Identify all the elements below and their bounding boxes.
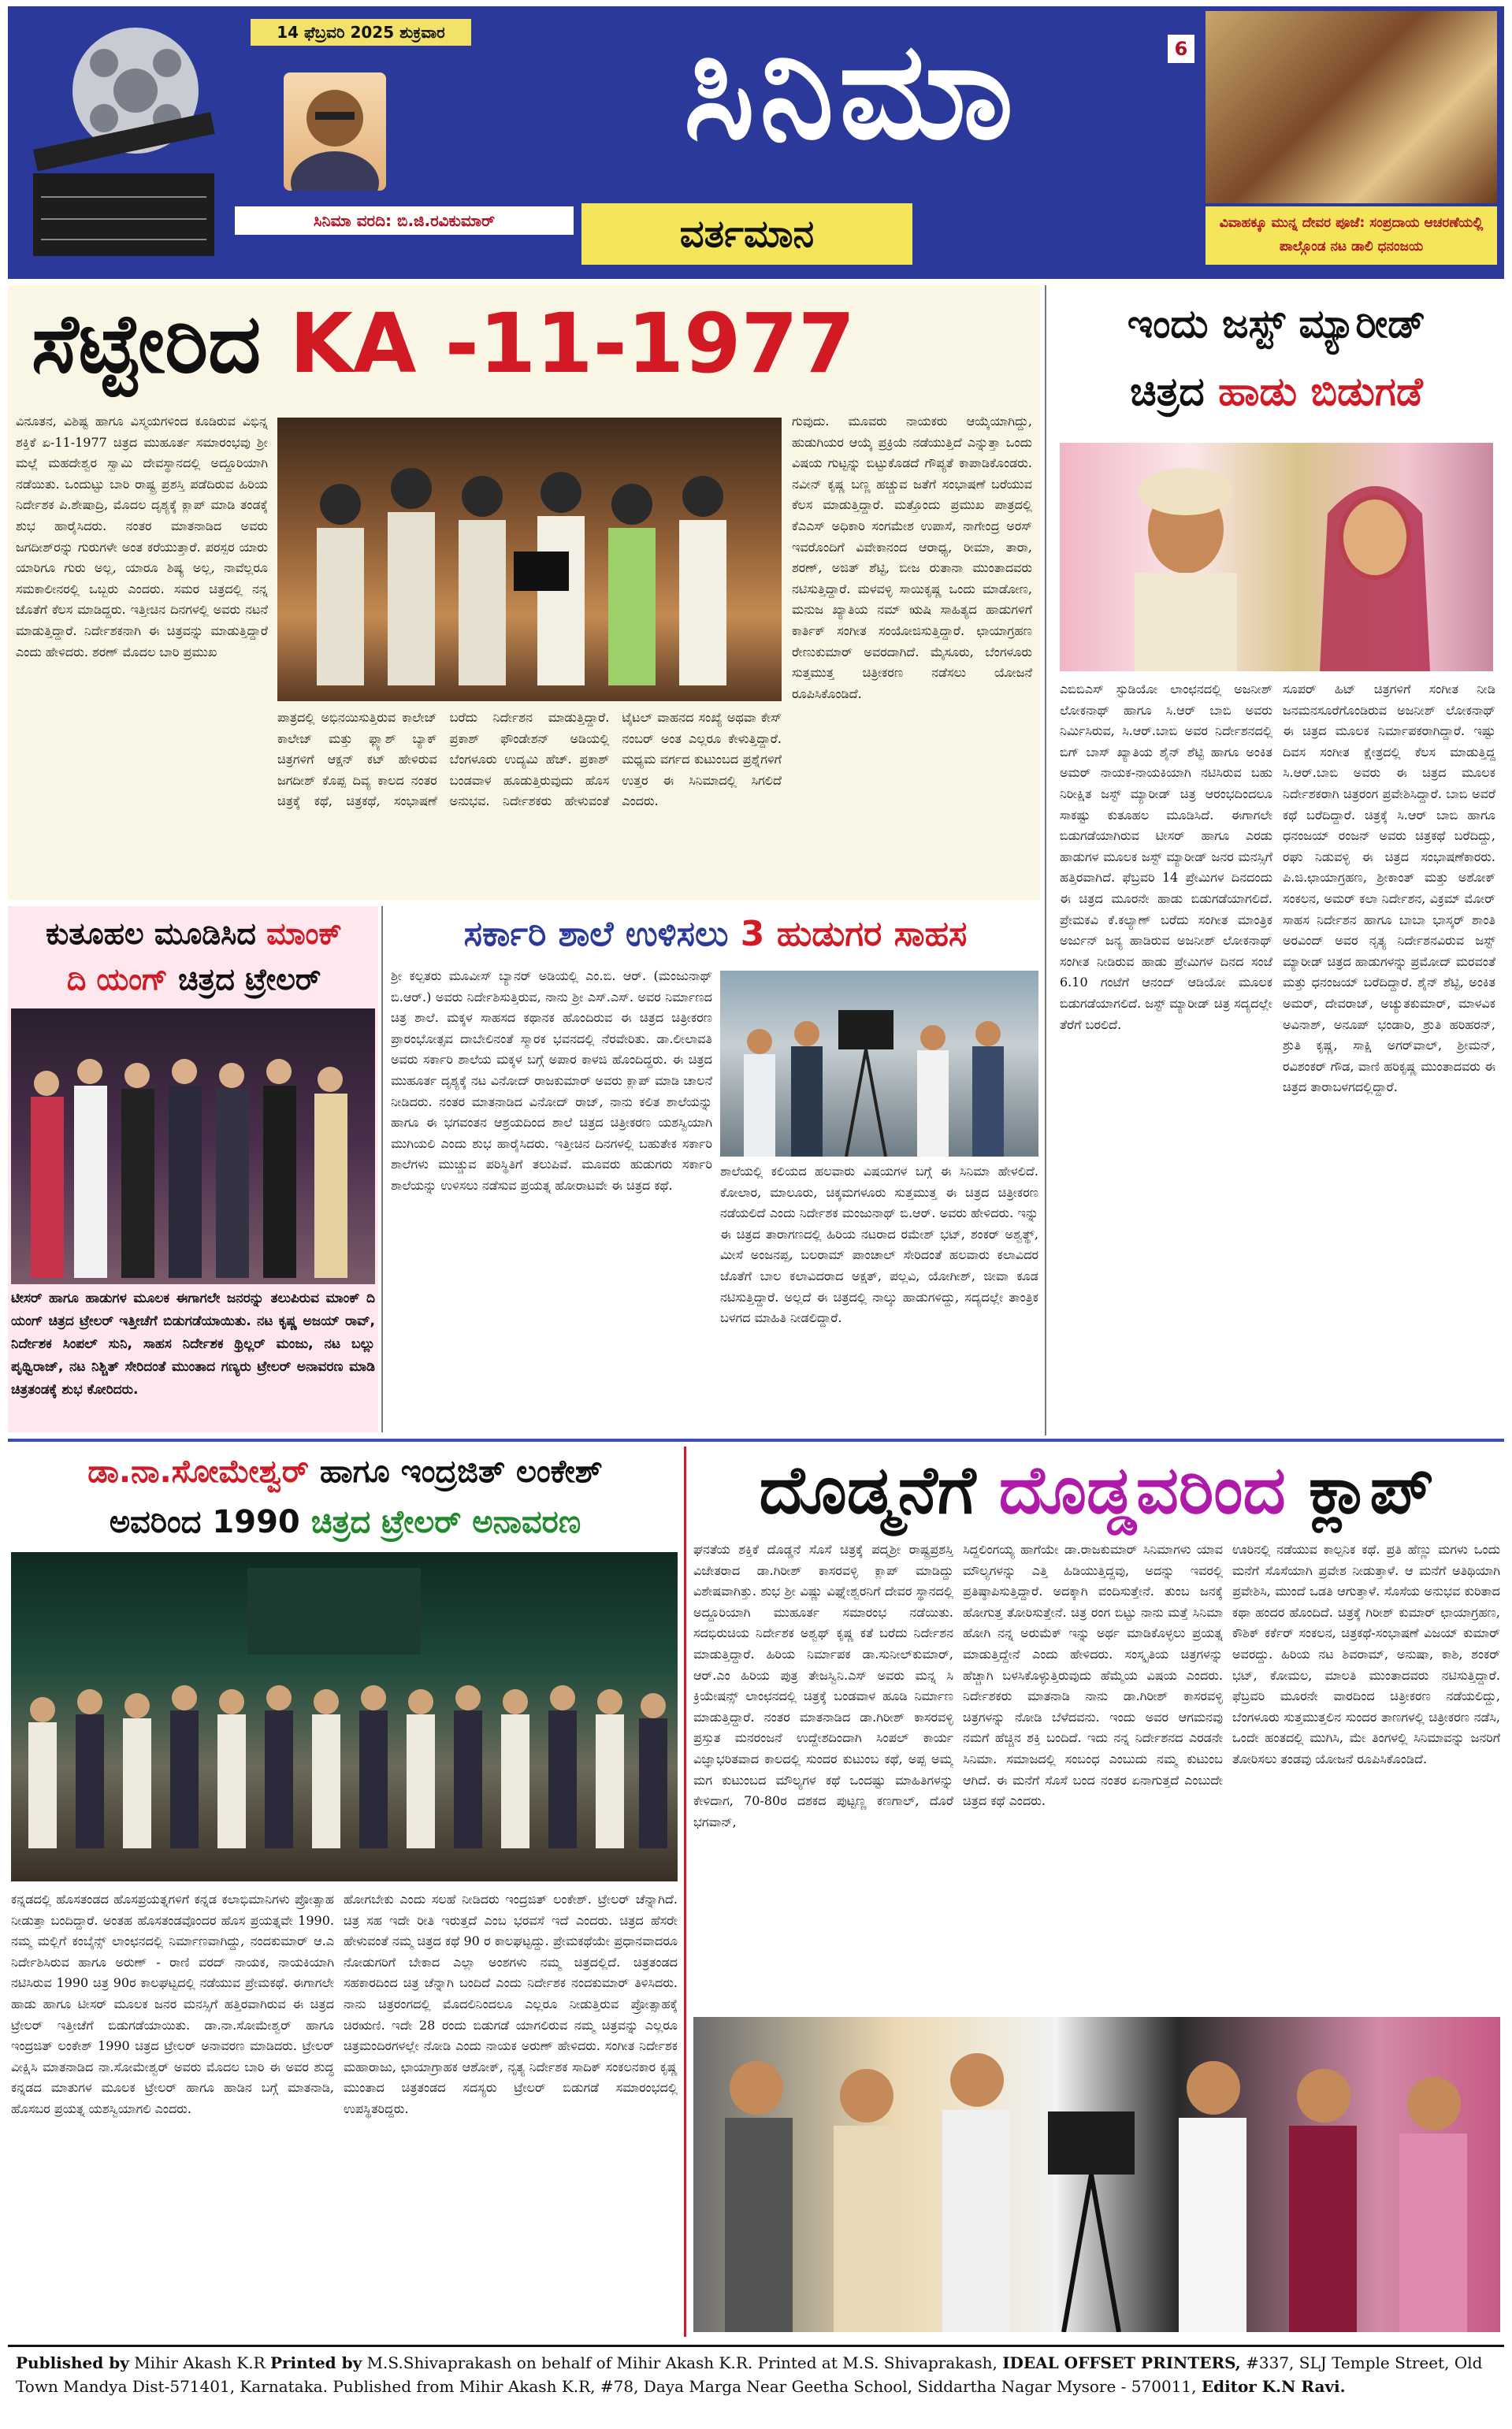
article-column: ಹೋಗಬೇಕು ಎಂದು ಸಲಹೆ ನೀಡಿದರು ಇಂದ್ರಜಿತ್ ಲಂಕೇಶ್. ಟ್ರೇಲರ್ ಚೆನ್ನಾಗಿದೆ. ಚಿತ್ರ ಸಹ ಇದೇ ರೀತಿ ಇರುತ್ತದೆ ಎಂಬ ಭರವಸೆ ಇದೆ ಎಂದರು. ಚಿತ್ರದ ಹೆಸರೇ ಹೇಳುವಂತೆ ನಮ್ಮ ಚಿತ್ರದ ಕಥೆ 90 ರ ಕಾಲಘಟ್ಟದ್ದು. ಪ್ರೇಮಕಥೆಯೇ ಪ್ರಧಾನವಾದರೂ ನೋಡುಗರಿಗೆ ಬೇಕಾದ ಎಲ್ಲಾ ಅಂಶಗಳು ನಮ್ಮ ಚಿತ್ರದಲ್ಲಿದೆ. ಚಿತ್ರತಂಡದ ಸಹಕಾರದಿಂದ ಚಿತ್ರ ಚೆನ್ನಾಗಿ ಬಂದಿದೆ ಎಂದು ನಿರ್ದೇಶಕ ನಂದಕುಮಾರ್ ತಿಳಿಸಿದರು. ನಾನು ಚಿತ್ರರಂಗದಲ್ಲಿ ಮೊದಲಿನಿಂದಲೂ ಎಲ್ಲರೂ ನೀಡುತ್ತಿರುವ ಪ್ರೋತ್ಸಾಹಕ್ಕೆ ಚಿರಋಣಿ. ಇದೇ 28 ರಂದು ಬಿಡುಗಡೆ ಯಾಗಲಿರುವ ನಮ್ಮ ಚಿತ್ರವನ್ನು ಎಲ್ಲರೂ ಚಿತ್ರಮಂದಿರಗಳಲ್ಲೇ ನೋಡಿ ಎಂದು ನಾಯಕ ಅರುಣ್ ಹೇಳಿದರು. ಸಂಗೀತ ನಿರ್ದೇಶಕ ಮಹಾರಾಜು, ಛಾಯಾಗ್ರಾಹಕ ಆಶೋಕ್, ನೃತ್ಯ ನಿರ್ದೇಶಕ ಸಾದಿಕ್ ಸಂಕಲನಕಾರ ಕೃಷ್ಣ ಮುಂತಾದ ಚಿತ್ರತಂಡದ ಸದಸ್ಯರು ಟ್ರೇಲರ್ ಬಿಡುಗಡೆ ಸಮಾರಂಭದಲ್ಲಿ ಉಪಸ್ಥಿತರಿದ್ದರು. [344,1892,678,2116]
article-column: ಘನತೆಯ ಶಕ್ತಿಕೆ ದೊಡ್ಡನೆ ಸೊಸೆ ಚಿತ್ರಕ್ಕೆ ಪದ್ಮಶ್ರೀ ರಾಷ್ಟ್ರಪ್ರಶಸ್ತಿ ವಿಜೇತರಾದ ಡಾ.ಗಿರೀಶ್ ಕಾಸರವಳ್ಳಿ ಕ್ಲಾಪ್ ಮಾಡಿದ್ದು ವಿಶೇಷವಾಗಿತ್ತು. ಶುಭ ಶ್ರೀ ವಿಷ್ಣು ವಿಘ್ನೇಶ್ವರನಿಗೆ ದೇವರ ಸ್ಥಾನದಲ್ಲಿ ಅದ್ದೂರಿಯಾಗಿ ಮುಹೂರ್ತ ಸಮಾರಂಭ ನಡೆಯಿತು. ಸದಭಿರುಚಿಯ ನಿರ್ದೇಶಕ ಅಶ್ವಥ್ ಕೃಷ್ಣ ಕತೆ ಬರೆದು ನಿರ್ದೇಶನ ಮಾಡುತ್ತಿದ್ದಾರೆ. ಹಿರಿಯ ನಿರ್ಮಾಪಕ ಡಾ.ಸುನೀಲ್‌ಕುಮಾರ್, ಆರ್.ಎಂ ಹಿರಿಯ ಪುತ್ರ ತೇಜಸ್ವಿನಿ.ಎಸ್ ಅವರು ಮನ್ನ ಸಿ ಕ್ರಿಯೇಷನ್ಸ್ ಲಾಂಛನದಲ್ಲಿ ಚಿತ್ರಕ್ಕೆ ಬಂಡವಾಳ ಹೂಡಿ ನಿರ್ಮಾಣ ಮಾಡುತ್ತಿದ್ದಾರೆ. ನಂತರ ಮಾತನಾಡಿದ ಡಾ.ಗಿರೀಶ್ ಕಾಸರವಳ್ಳಿ ಪ್ರಸ್ತುತ ಮನರಂಜನೆ ಉದ್ದೇಶದಿಂದಾಗಿ ಸಿಂಪಲ್ ಕಾರ್ಯ ವಿಜ್ಞಾಭರಿತವಾದ ಕಾಲದಲ್ಲಿ ಸುಂದರ ಕುಟುಂಬ ಕಥೆ, ಅಪ್ಪ ಅಮ್ಮ ಮಗ ಕುಟುಂಬದ ಮೌಲ್ಯಗಳ ಕಥೆ ಒಂದಷ್ಟು ಮಾಹಿತಿಗಳನ್ನು ಕೇಳಿದಾಗ, 70-80ರ ದಶಕದ ಪುಟ್ಟಣ್ಣ ಕಣಗಾಲ್, ದೊರೆ ಭಗವಾನ್, [693,1542,953,1829]
headline-sarkari-shale [391,906,1040,963]
article-photo [11,1552,678,1881]
headline-part: ಸೆಟ್ಟೇರಿದ [32,295,262,392]
headline-line [11,911,377,956]
newspaper-title: ಸಿನಿಮಾ [683,13,1019,169]
headline-1990-trailer [11,1447,679,1549]
headline-part: ಅವರಿಂದ 1990 [109,1504,300,1540]
article-column: ಎಬಿಬಿಎಸ್ ಸ್ಟುಡಿಯೋ ಲಾಂಛನದಲ್ಲಿ ಅಜನೀಶ್ ಲೋಕನಾಥ್ ಹಾಗೂ ಸಿ.ಆರ್ ಬಾಬಿ ಅವರು ನಿರ್ಮಿಸಿರುವ, ಸಿ.ಆರ್.ಬಾಬಿ ಅವರ ನಿರ್ದೇಶನದಲ್ಲಿ ಬಿಗ್ ಬಾಸ್ ಖ್ಯಾತಿಯ ಶೈನ್ ಶೆಟ್ಟಿ ಹಾಗೂ ಅಂಕಿತ ಅಮರ್ ನಾಯಕ-ನಾಯಕಿಯಾಗಿ ನಟಿಸಿರುವ ಬಹು ನಿರೀಕ್ಷಿತ ಜಸ್ಟ್ ಮ್ಯಾರೀಡ್ ಚಿತ್ರ ಆರಂಭದಿಂದಲೂ ಸಾಕಷ್ಟು ಕುತೂಹಲ ಮೂಡಿಸಿದೆ. ಈಗಾಗಲೇ ಬಿಡುಗಡೆಯಾಗಿರುವ ಟೀಸರ್ ಹಾಗೂ ಎರಡು ಹಾಡುಗಳ ಮೂಲಕ ಜಸ್ಟ್ ಮ್ಯಾರೀಡ್ ಜನರ ಮನಸ್ಸಿಗೆ ಹತ್ತಿರವಾಗಿದೆ. ಫೆಬ್ರವರಿ 14 ಪ್ರೇಮಿಗಳ ದಿನದಂದು ಈ ಚಿತ್ರದ ಮೂರನೇ ಹಾಡು ಬಿಡುಗಡೆಯಾಗಲಿದೆ. ಪ್ರೇಮಕವಿ ಕೆ.ಕಲ್ಯಾಣ್ ಬರೆದು ಸಂಗೀತ ಮಾಂತ್ರಿಕ ಅರ್ಜುನ್ ಜನ್ಯ ಹಾಡಿರುವ ಅಜನೀಶ್ ಲೋಕನಾಥ್ ಸಂಗೀತ ನೀಡಿರುವ ಹಾಡು ಪ್ರೇಮಿಗಳ ದಿನದ ಸಂಜೆ 6.10 ಗಂಟೆಗೆ ಆನಂದ್ ಆಡಿಯೋ ಮೂಲಕ ಬಿಡುಗಡೆಯಾಗಲಿದೆ. ಜಸ್ಟ್ ಮ್ಯಾರೀಡ್ ಚಿತ್ರ ಸದ್ಯದಲ್ಲೇ ತೆರೆಗೆ ಬರಲಿದೆ. [1060,682,1272,1032]
headline-just-married [1056,290,1497,432]
headline-line [1056,358,1497,425]
article-column: ಗುವುದು. ಮೂವರು ನಾಯಕರು ಆಯ್ಕೆಯಾಗಿದ್ದು, ಹುಡುಗಿಯರ ಆಯ್ಕೆ ಪ್ರಕ್ರಿಯೆ ನಡೆಯುತ್ತಿದೆ ಎನ್ನುತ್ತಾ ಒಂದು ವಿಷಯ ಗುಟ್ಟನ್ನು ಬಿಟ್ಟುಕೊಡದೆ ಗೌಪ್ಯತೆ ಕಾಪಾಡಿಕೊಂಡರು. ನವೀನ್ ಕೃಷ್ಣ ಬಣ್ಣ ಹಚ್ಚುವ ಜತೆಗೆ ಸಂಭಾಷಣೆ ಬರೆಯುವ ಕೆಲಸ ಮಾಡುತ್ತಿದ್ದಾರೆ. ಮತ್ತೊಂದು ಪ್ರಮುಖ ಪಾತ್ರದಲ್ಲಿ ಕೆಎಎಸ್ ಅಧಿಕಾರಿ ಸಂಗಮೇಶ ಉಪಾಸೆ, ನಾಗೇಂದ್ರ ಅರಸ್ ಇವರೊಂದಿಗೆ ವಿವೇಕಾನಂದ ಆರಾಧ್ಯ, ರೀಮಾ, ತಾರಾ, ಶರಣ್, ಅಜಿತ್ ಶೆಟ್ಟಿ, ಬೀಜ ರುತಾನಾ ಮುಂತಾದವರು ನಟಿಸುತ್ತಿದ್ದಾರೆ. ಮಳವಳ್ಳಿ ಸಾಯಿಕೃಷ್ಣ ಒಂದು ಮಾಡೋಣ, ಮನುಜ ಖ್ಯಾತಿಯ ನಮ್ ಋಷಿ ಸಾಹಿತ್ಯದ ಹಾಡುಗಳಿಗೆ ಕಾರ್ತಿಕ್ ಸಂಗೀತ ಸಂಯೋಜಿಸುತ್ತಿದ್ದಾರೆ. ಛಾಯಾಗ್ರಹಣ ರೇಣುಕುಮಾರ್ ಅವರದಾಗಿದೆ. ಮೈಸೂರು, ಬೆಂಗಳೂರು ಸುತ್ತಮುತ್ತ ಚಿತ್ರೀಕರಣ ನಡೆಸಲು ಯೋಜನೆ ರೂಪಿಸಿಕೊಂಡಿದೆ. [792,414,1032,701]
headline-part-green: ಚಿತ್ರದ ಟ್ರೇಲರ್ ಅನಾವರಣ [310,1504,581,1540]
newspaper-subtitle: ವರ್ತಮಾನ [581,203,912,265]
imprint-footer [16,2351,1497,2423]
headline-part-red: ಡಾ.ನಾ.ಸೋಮೇಶ್ವರ್ [87,1454,309,1490]
headline-part-magenta: ದೊಡ್ಡವರಿಂದ [998,1451,1286,1528]
footer-press-name: IDEAL OFFSET PRINTERS, [1002,2353,1241,2372]
headline-part: ಚಿತ್ರದ ಟ್ರೇಲರ್ [178,962,321,997]
article-photo [11,1008,375,1284]
article-column: ಕನ್ನಡದಲ್ಲಿ ಹೊಸತಂಡದ ಹೊಸಪ್ರಯತ್ನಗಳಿಗೆ ಕನ್ನಡ ಕಲಾಭಿಮಾನಿಗಳು ಪ್ರೋತ್ಸಾಹ ನೀಡುತ್ತಾ ಬಂದಿದ್ದಾರೆ. ಅಂತಹ ಹೊಸತಂಡವೊಂದರ ಹೊಸ ಪ್ರಯತ್ನವೇ 1990. ನಮ್ಮ ಮಲ್ಲಿಗೆ ಕಂಬೈನ್ಸ್ ಲಾಂಛನದಲ್ಲಿ ನಿರ್ಮಾಣವಾಗಿದ್ದು, ನಂದಕುಮಾರ್ ಆ.ಎ ನಿರ್ದೇಶಿಸಿರುವ ಹಾಗೂ ಅರುಣ್ - ರಾಣಿ ವರದ್ ನಾಯಕ, ನಾಯಕಿಯಾಗಿ ನಟಿಸಿರುವ 1990 ಚಿತ್ರ 90ರ ಕಾಲಘಟ್ಟದಲ್ಲಿ ನಡೆಯುವ ಪ್ರೇಮಕಥೆ. ಈಗಾಗಲೇ ಹಾಡು ಹಾಗೂ ಟೀಸರ್ ಮೂಲಕ ಜನರ ಮನಸ್ಸಿಗೆ ಹತ್ತಿರವಾಗಿರುವ ಈ ಚಿತ್ರದ ಟ್ರೇಲರ್ ಇತ್ತೀಚೆಗೆ ಬಿಡುಗಡೆಯಾಯಿತು. ಡಾ.ನಾ.ಸೋಮೇಶ್ವರ್ ಹಾಗೂ ಇಂದ್ರಜಿತ್ ಲಂಕೇಶ್ 1990 ಚಿತ್ರದ ಟ್ರೇಲರ್ ಅನಾವರಣ ಮಾಡಿದರು. ಟ್ರೇಲರ್ ವೀಕ್ಷಿಸಿ ಮಾತನಾಡಿದ ನಾ.ಸೋಮೇಶ್ವರ್ ಅವರು ಮೊದಲ ಬಾರಿ ಈ ಅವರ ಶುದ್ಧ ಕನ್ನಡದ ಮಾತುಗಳ ಮೂಲಕ ಟ್ರೇಲರ್ ಹಾಗೂ ಹಾಡಿನ ಬಗ್ಗೆ ಮಾತನಾಡಿ, ಹೊಸಬರ ಪ್ರಯತ್ನ ಯಶಸ್ವಿಯಾಗಲಿ ಎಂದರು. [11,1892,334,2116]
headline-part-red: KA -11-1977 [289,295,856,392]
film-reel-clapper-icon [17,16,246,260]
headline-part: ಹಾಗೂ ಇಂದ್ರಜಿತ್ ಲಂಕೇಶ್ [319,1454,603,1490]
headline-part: ಚಿತ್ರದ [1130,369,1205,414]
article-photo [1060,443,1493,671]
section-divider [8,1439,1504,1442]
article-photo [693,2017,1500,2332]
headline-dodmanege [689,1447,1504,1533]
masthead-photo [1206,11,1497,203]
article-column: ಸಿದ್ದಲಿಂಗಯ್ಯ ಹಾಗೆಯೇ ಡಾ.ರಾಜಕುಮಾರ್ ಸಿನಿಮಾಗಳು ಯಾವ ಮೌಲ್ಯಗಳನ್ನು ಎತ್ತಿ ಹಿಡಿಯುತ್ತಿದ್ದವು, ಅದನ್ನು ಇವರಲ್ಲಿ ಪ್ರತಿಷ್ಠಾಪಿಸುತ್ತಿದ್ದಾರೆ. ಅದಕ್ಕಾಗಿ ವಂದಿಸುತ್ತೇನೆ. ತುಂಬ ಜನಕ್ಕೆ ಹೋಗುತ್ತ ತೋರಿಸುತ್ತೇನೆ. ಚಿತ್ರ ರಂಗ ಬಿಟ್ಟು ನಾನು ಮತ್ತೆ ಸಿನಿಮಾ ಹೋಗಿ ನನ್ನ ಅರುಮೆಕ್ ಇನ್ನು ಅರ್ಥ ಮಾಡಿಕೊಳ್ಳಲು ಪ್ರಯತ್ನ ಮಾಡುತ್ತಿದ್ದೇನೆ ಎಂದು ಹೇಳಿದರು. ಸಂಸ್ಕೃತಿಯ ಚಿತ್ರಗಳನ್ನು ಹೆಚ್ಚಾಗಿ ಬಳಸಿಕೊಳ್ಳುತ್ತಿರುವುದು ಹೆಮ್ಮೆಯ ವಿಷಯ ಎಂದರು. ನಿರ್ದೇಶಕರು ಮಾತನಾಡಿ ನಾನು ಡಾ.ಗಿರೀಶ್ ಕಾಸರವಳ್ಳಿ ಚಿತ್ರಗಳನ್ನು ನೋಡಿ ಬೆಳೆದವನು. ಇಂದು ಅವರ ಆಗಮನವು ನಮಗೆ ಹೆಚ್ಚಿನ ಶಕ್ತಿ ಬಂದಿದೆ. ಇದು ನನ್ನ ನಿರ್ದೇಶನದ ಎರಡನೇ ಸಿನಿಮಾ. ಸಮಾಜದಲ್ಲಿ ಸಂಬಂಧ ಎಂಬುದು ನಮ್ಮ ಕುಟುಂಬ ಆಗಿದೆ. ಈ ಮನೆಗೆ ಸೊಸೆ ಬಂದ ನಂತರ ಏನಾಗುತ್ತದೆ ಎಂಬುದೇ ಚಿತ್ರದ ಕಥೆ ಎಂದರು. [963,1542,1223,1809]
headline-line [11,1497,679,1547]
footer-rule [8,2345,1504,2347]
page-number: 6 [1168,35,1194,63]
headline-part-red: ಮಾಂಕ್ [266,916,342,951]
footer-label: Published by [16,2353,129,2372]
headline-part-red: ಹಾಡು ಬಿಡುಗಡೆ [1218,369,1423,414]
headline-line: ಇಂದು ಜಸ್ಟ್ ಮ್ಯಾರೀಡ್ [1127,301,1426,347]
column-divider [684,1447,686,2337]
footer-editor: Editor K.N Ravi. [1201,2377,1346,2396]
headline-part-blue: ಸರ್ಕಾರಿ ಶಾಲೆ ಉಳಿಸಲು [463,914,729,954]
issue-date: 14 ಫೆಬ್ರವರಿ 2025 ಶುಕ್ರವಾರ [251,19,471,46]
article-column: ಪಾತ್ರದಲ್ಲಿ ಅಭಿನಯಿಸುತ್ತಿರುವ ಕಾಲೇಜ್ ಕಾಲೇಜ್ ಮತ್ತು ಫ್ಲ್ಯಾಶ್ ಬ್ಯಾಕ್ ಚಿತ್ರಗಳಿಗೆ ಆಕ್ಷನ್ ಕಟ್ ಹೇಳಿರುವ ಜಗದೀಶ್ ಕೊಪ್ಪ ದಿವ್ಯ ಕಾಲದ ನಂತರ ಚಿತ್ರಕ್ಕೆ ಕಥೆ, ಚಿತ್ರಕಥೆ, ಸಂಭಾಷಣೆ ಬರೆದು ನಿರ್ದೇಶನ ಮಾಡುತ್ತಿದ್ದಾರೆ. ಪ್ರಕಾಶ್ ಫೌಂಡೇಶನ್ ಅಡಿಯಲ್ಲಿ ಬೆಂಗಳೂರು ಉದ್ಯಮಿ ಹೆಚ್. ಪ್ರಕಾಶ್ ಬಂಡವಾಳ ಹೂಡುತ್ತಿರುವುದು ಹೊಸ ಅನುಭವ. ನಿರ್ದೇಶಕರು ಹೇಳುವಂತೆ ಟೈಟಲ್ ವಾಹನದ ಸಂಖ್ಯೆ ಅಥವಾ ಕೇಸ್ ನಂಬರ್ ಅಂತ ಎಲ್ಲರೂ ಕೇಳುತ್ತಿದ್ದಾರೆ. ಮಧ್ಯಮ ವರ್ಗದ ಕುಟುಂಬದ ಪ್ರಶ್ನೆಗಳಿಗೆ ಉತ್ತರ ಈ ಸಿನಿಮಾದಲ್ಲಿ ಸಿಗಲಿದೆ ಎಂದರು. [277,710,782,809]
article-column: ಊರಿನಲ್ಲಿ ನಡೆಯುವ ಕಾಲ್ಪನಿಕ ಕಥೆ. ಪ್ರತಿ ಹೆಣ್ಣು ಮಗಳು ಒಂದು ಮನೆಗೆ ಸೊಸೆಯಾಗಿ ಪ್ರವೇಶ ನೀಡುತ್ತಾಳೆ. ಆ ಮನೆಗೆ ಅತಿಥಿಯಾಗಿ ಪ್ರವೇಶಿಸಿ, ಮುಂದೆ ಒಡತಿ ಆಗುತ್ತಾಳೆ. ಸೊಸೆಯ ಅನುಭವ ಕುರಿತಾದ ಕಥಾ ಹಂದರ ಹೊಂದಿದೆ. ಚಿತ್ರಕ್ಕೆ ಗಿರೀಶ್ ಕುಮಾರ್ ಛಾಯಾಗ್ರಹಣ, ಕೌಶಿಕ್ ಕರ್ಕೆರ್ ಸಂಕಲನ, ಚಿತ್ರಕಥೆ-ಸಂಭಾಷಣೆ ವಿಜಯ್ ಕುಮಾರ್ ಅವರದ್ದು. ಹಿರಿಯ ನಟ ಶಿವರಾಮ್, ಅನುಷಾ, ಕಾಶಿ, ಶಂಕರ್ ಭಟ್, ಕೋಮಲ, ಮಾಲತಿ ಮುಂತಾದವರು ನಟಿಸುತ್ತಿದ್ದಾರೆ. ಫೆಬ್ರವರಿ ಮೂರನೇ ವಾರದಿಂದ ಚಿತ್ರೀಕರಣ ನಡೆಯಲಿದ್ದು, ಬೆಂಗಳೂರು ಸುತ್ತಮುತ್ತಲಿನ ಸುಂದರ ತಾಣಗಳಲ್ಲಿ ಚಿತ್ರೀಕರಣ ನಡೆಸಿ, ಒಂದೇ ಹಂತದಲ್ಲಿ ಮುಗಿಸಿ, ಮೇ ತಿಂಗಳಲ್ಲಿ ಸಿನಿಮಾವನ್ನು ಜನರಿಗೆ ತೋರಿಸಲು ತಂಡವು ಯೋಜನೆ ರೂಪಿಸಿಕೊಂಡಿದೆ. [1232,1542,1500,1766]
headline-part-red: 3 ಹುಡುಗರ ಸಾಹಸ [740,914,968,954]
masthead-photo-caption: ವಿವಾಹಕ್ಕೂ ಮುನ್ನ ದೇವರ ಪೂಜೆ: ಸಂಪ್ರದಾಯ ಆಚರಣೆಯಲ್ಲಿ ಪಾಲ್ಗೊಂಡ ನಟ ಡಾಲಿ ಧನಂಜಯ [1206,206,1497,265]
article-photo [277,418,782,701]
editor-caption: ಸಿನಿಮಾ ವರದಿ: ಬಿ.ಜಿ.ರವಿಕುಮಾರ್ [235,206,574,235]
footer-label: Printed by [269,2353,362,2372]
column-divider [381,906,383,1432]
editor-photo [284,72,386,191]
article-column: ವಿನೂತನ, ವಿಶಿಷ್ಟ ಹಾಗೂ ವಿಸ್ಮಯಗಳಿಂದ ಕೂಡಿರುವ ವಿಭಿನ್ನ ಶಕ್ತಿಕೆ ಏ-11-1977 ಚಿತ್ರದ ಮುಹೂರ್ತ ಸಮಾರಂಭವು ಶ್ರೀ ಮಲ್ಲೆ ಮಹದೇಶ್ವರ ಸ್ವಾಮಿ ದೇವಸ್ಥಾನದಲ್ಲಿ ಅದ್ದೂರಿಯಾಗಿ ನಡೆಯಿತು. ಒಂದುಟ್ಟು ಬಾರಿ ರಾಷ್ಟ್ರ ಪ್ರಶಸ್ತಿ ಪಡೆದಿರುವ ಹಿರಿಯ ನಿರ್ದೇಶಕ ಪಿ.ಶೇಷಾದ್ರಿ, ಮೊದಲ ದೃಶ್ಯಕ್ಕೆ ಕ್ಲಾಪ್ ಮಾಡಿ ತಂಡಕ್ಕೆ ಶುಭ ಹಾರೈಸಿದರು. ನಂತರ ಮಾತನಾಡಿದ ಅವರು ಜಗದೀಶ್‌ರನ್ನು ಗುರುಗಳೇ ಅಂತ ಕರೆಯುತ್ತಾರೆ. ಪರಸ್ಪರ ಯಾರು ಯಾರಿಗೂ ಗುರು ಅಲ್ಲ, ಯಾರೂ ಶಿಷ್ಯ ಅಲ್ಲ, ನಾವೆಲ್ಲರೂ ಸಮಕಾಲೀನರಲ್ಲಿ ಒಬ್ಬರು ಎಂದರು. ಸಮರ ಚಿತ್ರದಲ್ಲಿ ನನ್ನ ಜೊತೆಗೆ ಕೆಲಸ ಮಾಡಿದ್ದರು. ಇತ್ತೀಚಿನ ದಿನಗಳಲ್ಲಿ ಅವರು ನಟನೆ ಮಾಡುತ್ತಿದ್ದಾರೆ. ನಿರ್ದೇಶಕನಾಗಿ ಈ ಚಿತ್ರವನ್ನು ಮಾಡುತ್ತಿದ್ದಾರೆ ಎಂದು ಹೇಳಿದರು. ಶರಣ್ ಮೊದಲ ಬಾರಿ ಪ್ರಮುಖ [16,414,268,659]
headline-monk-the-young [11,911,377,1004]
headline-part-red: ದಿ ಯಂಗ್ [66,962,168,997]
footer-printer: M.S.Shivaprakash on behalf of Mihir Akash K.R. Printed at M.S. Shivaprakash, [366,2353,997,2372]
footer-publisher: Mihir Akash K.R [134,2353,266,2372]
article-column: ಸೂಪರ್ ಹಿಟ್ ಚಿತ್ರಗಳಿಗೆ ಸಂಗೀತ ನೀಡಿ ಜನಮನಸೂರೆಗೊಂಡಿರುವ ಅಜನೀಶ್ ಲೋಕನಾಥ್ ಈ ಚಿತ್ರದ ಮೂಲಕ ನಿರ್ಮಾಪಕರಾಗಿದ್ದಾರೆ. ಇಷ್ಟು ದಿವಸ ಸಂಗೀತ ಕ್ಷೇತ್ರದಲ್ಲಿ ಕೆಲಸ ಮಾಡುತ್ತಿದ್ದ ಸಿ.ಆರ್.ಬಾಬಿ ಅವರು ಈ ಚಿತ್ರದ ಮೂಲಕ ನಿರ್ದೇಶಕರಾಗಿ ಚಿತ್ರರಂಗ ಪ್ರವೇಶಿಸಿದ್ದಾರೆ. ಬಾಬಿ ಅವರೆ ಕಥೆ ಬರೆದಿದ್ದಾರೆ. ಚಿತ್ರಕ್ಕೆ ಸಿ.ಆರ್ ಬಾಬಿ ಹಾಗೂ ಧನಂಜಯ್ ರಂಜನ್ ಅವರು ಚಿತ್ರಕಥೆ ಬರೆದಿದ್ದು, ರಘು ನಿಡುವಳ್ಳಿ ಈ ಚಿತ್ರದ ಸಂಭಾಷಣೆಕಾರರು. ಪಿ.ಜಿ.ಛಾಯಾಗ್ರಹಣ, ಶ್ರೀಕಾಂತ್ ಮತ್ತು ಅಶೋಕ್ ಸಂಕಲನ, ಅಮರ್ ಕಲಾ ನಿರ್ದೇಶನ, ವಿಕ್ರಮ್ ಮೋರ್ ಸಾಹಸ ನಿರ್ದೇಶನ ಹಾಗೂ ಬಾಬಾ ಭಾಸ್ಕರ್ ಶಾಂತಿ ಅರವಿಂದ್ ಅವರ ನೃತ್ಯ ನಿರ್ದೇಶನವಿರುವ ಜಸ್ಟ್ ಮ್ಯಾರೀಡ್ ಚಿತ್ರದ ಹಾಡುಗಳನ್ನು ಪ್ರಮೋದ್ ಮರವಂತೆ ಮತ್ತು ಧನಂಜಯ್ ಬರೆದಿದ್ದಾರೆ. ಶೈನ್ ಶೆಟ್ಟಿ, ಅಂಕಿತ ಅಮರ್, ದೇವರಾಜ್, ಅಚ್ಯುತಕುಮಾರ್, ಮಾಳವಿಕ ಅವಿನಾಶ್, ಅನೂಪ್ ಭಂಡಾರಿ, ಶ್ರುತಿ ಹರಿಹರನ್, ಶ್ರುತಿ ಕೃಷ್ಣ, ಸಾಕ್ಷಿ ಅಗರ್‌ವಾಲ್, ಶ್ರೀಮನ್, ರವಿಶಂಕರ್ ಗೌಡ, ವಾಣಿ ಹರಿಕೃಷ್ಣ ಮುಂತಾದವರು ಈ ಚಿತ್ರದ ತಾರಾಬಳಗದಲ್ಲಿದ್ದಾರೆ. [1283,682,1495,1095]
headline-part: ಕುತೂಹಲ ಮೂಡಿಸಿದ [46,916,256,951]
article-column: ಶಾಲೆಯಲ್ಲಿ ಕಲಿಯದ ಹಲವಾರು ವಿಷಯಗಳ ಬಗ್ಗೆ ಈ ಸಿನಿಮಾ ಹೇಳಲಿದೆ. ಕೋಲಾರ, ಮಾಲೂರು, ಚಿಕ್ಕಮಗಳೂರು ಸುತ್ತಮುತ್ತ ಈ ಚಿತ್ರದ ಚಿತ್ರೀಕರಣ ನಡೆಯಲಿದೆ ಎಂದು ನಿರ್ದೇಶಕ ಮಂಜುನಾಥ್ ಬಿ.ಆರ್. ಅವರು ಹೇಳಿದರು. ಇನ್ನು ಈ ಚಿತ್ರದ ತಾರಾಗಣದಲ್ಲಿ ಹಿರಿಯ ನಟರಾದ ರಮೇಶ್ ಭಟ್, ಶಂಕರ್ ಅಶ್ವತ್ಥ್, ಮೀಸೆ ಅಂಜನಪ್ಪ, ಬಲರಾಮ್ ಪಾಂಚಾಲ್ ಸೇರಿದಂತೆ ಹಲವಾರು ಕಲಾವಿದರ ಜೊತೆಗೆ ಬಾಲ ಕಲಾವಿದರಾದ ಅಕ್ಷತ್, ಪಲ್ಲವಿ, ಯೋಗೀಶ್, ಜೀವಾ ಕೂಡ ನಟಿಸುತ್ತಿದ್ದಾರೆ. ಅಲ್ಲದೆ ಈ ಚಿತ್ರದಲ್ಲಿ ನಾಲ್ಕು ಹಾಡುಗಳಿದ್ದು, ಸದ್ಯದಲ್ಲೇ ತಾಂತ್ರಿಕ ಬಳಗದ ಮಾಹಿತಿ ನೀಡಲಿದ್ದಾರೆ. [720,1164,1038,1326]
headline-line [11,1447,679,1497]
photo-caption: ಟೀಸರ್ ಹಾಗೂ ಹಾಡುಗಳ ಮೂಲಕ ಈಗಾಗಲೇ ಜನರನ್ನು ತಲುಪಿರುವ ಮಾಂಕ್ ದಿ ಯಂಗ್ ಚಿತ್ರದ ಟ್ರೇಲರ್ ಇತ್ತೀಚೆಗೆ ಬಿಡುಗಡೆಯಾಯಿತು. ನಟ ಕೃಷ್ಣ ಅಜಯ್ ರಾವ್, ನಿರ್ದೇಶಕ ಸಿಂಪಲ್ ಸುನಿ, ಸಾಹಸ ನಿರ್ದೇಶಕ ಥ್ರಿಲ್ಲರ್ ಮಂಜು, ನಟ ಬಲ್ಲು ಪೃಥ್ವಿರಾಜ್, ನಟ ನಿಶ್ಚಿತ್ ಸೇರಿದಂತೆ ಮುಂತಾದ ಗಣ್ಯರು ಟ್ರೇಲರ್ ಅನಾವರಣ ಮಾಡಿ ಚಿತ್ರತಂಡಕ್ಕೆ ಶುಭ ಕೋರಿದರು. [11,1291,375,1398]
article-column: ಶ್ರೀ ಕಲ್ಪತರು ಮೂವೀಸ್ ಬ್ಯಾನರ್ ಅಡಿಯಲ್ಲಿ ಎಂ.ಬಿ. ಆರ್. (ಮಂಜುನಾಥ್ ಬಿ.ಆರ್.) ಅವರು ನಿರ್ದೇಶಿಸುತ್ತಿರುವ, ನಾನು ಶ್ರೀ ಎಸ್.ಎಸ್. ಅವರ ನಿರ್ಮಾಣದ ಚಿತ್ರ ಶಾಲೆ. ಮಕ್ಕಳ ಸಾಹಸದ ಕಥಾನಕ ಹೊಂದಿರುವ ಈ ಚಿತ್ರದ ಚಿತ್ರೀಕರಣ ಪ್ರಾರಂಭೋತ್ಸವ ದಾಬೇಲಿನಂತೆ ಸ್ಮಾರಕ ಭವನದಲ್ಲಿ ನೆರವೇರಿತು. ಡಾ.ಲೀಲಾವತಿ ಅವರು ಸರ್ಕಾರಿ ಶಾಲೆಯ ಮಕ್ಕಳ ಬಗ್ಗೆ ಅಪಾರ ಕಾಳಜಿ ಹೊಂದಿದ್ದರು. ಈ ಚಿತ್ರದ ಮುಹೂರ್ತ ದೃಶ್ಯಕ್ಕೆ ನಟ ವಿನೋದ್ ರಾಜಕುಮಾರ್ ಅವರು ಕ್ಲಾಪ್ ಮಾಡಿ ಚಾಲನೆ ನೀಡಿದರು. ನಂತರ ಮಾತನಾಡಿದ ವಿನೋದ್ ರಾಜ್, ನಾನು ಕಲಿತ ಶಾಲೆಯನ್ನು ಹಾಗೂ ಈ ಭಗವಂತನ ಆಶ್ರಯದಿಂದ ಶಾಲೆ ಚಿತ್ರದ ಚಿತ್ರೀಕರಣ ಯಶಸ್ವಿಯಾಗಿ ಮುಗಿಯಲಿ ಎಂದು ಶುಭ ಹಾರೈಸಿದರು. ಇತ್ತೀಚಿನ ದಿನಗಳಲ್ಲಿ ಬಹುತೇಕ ಸರ್ಕಾರಿ ಶಾಲೆಗಳು ಮುಚ್ಚುವ ಪರಿಸ್ಥಿತಿಗೆ ತಲುಪಿವೆ. ಮೂವರು ಹುಡುಗರು ಸರ್ಕಾರಿ ಶಾಲೆಯನ್ನು ಉಳಿಸಲು ನಡೆಸುವ ಪ್ರಯತ್ನ ಹೋರಾಟವೇ ಈ ಚಿತ್ರದ ಕಥೆ. [391,968,712,1193]
headline-line [11,956,377,1002]
article-photo [720,971,1038,1157]
footer-address: #337, SLJ Temple Street, Old Town Mandya Dist-571401, Karnataka. Published from Mihir Akash K.R, #78, Daya Marga Near Geetha School, Siddartha Nagar Mysore - 570011, [16,2353,1483,2396]
headline-part: ದೊಡ್ಮನೆಗೆ [759,1451,976,1528]
column-divider [1045,285,1046,1435]
headline-part: ಕ್ಲಾಪ್ [1309,1451,1434,1528]
headline-ka-11-1977 [32,288,1040,399]
